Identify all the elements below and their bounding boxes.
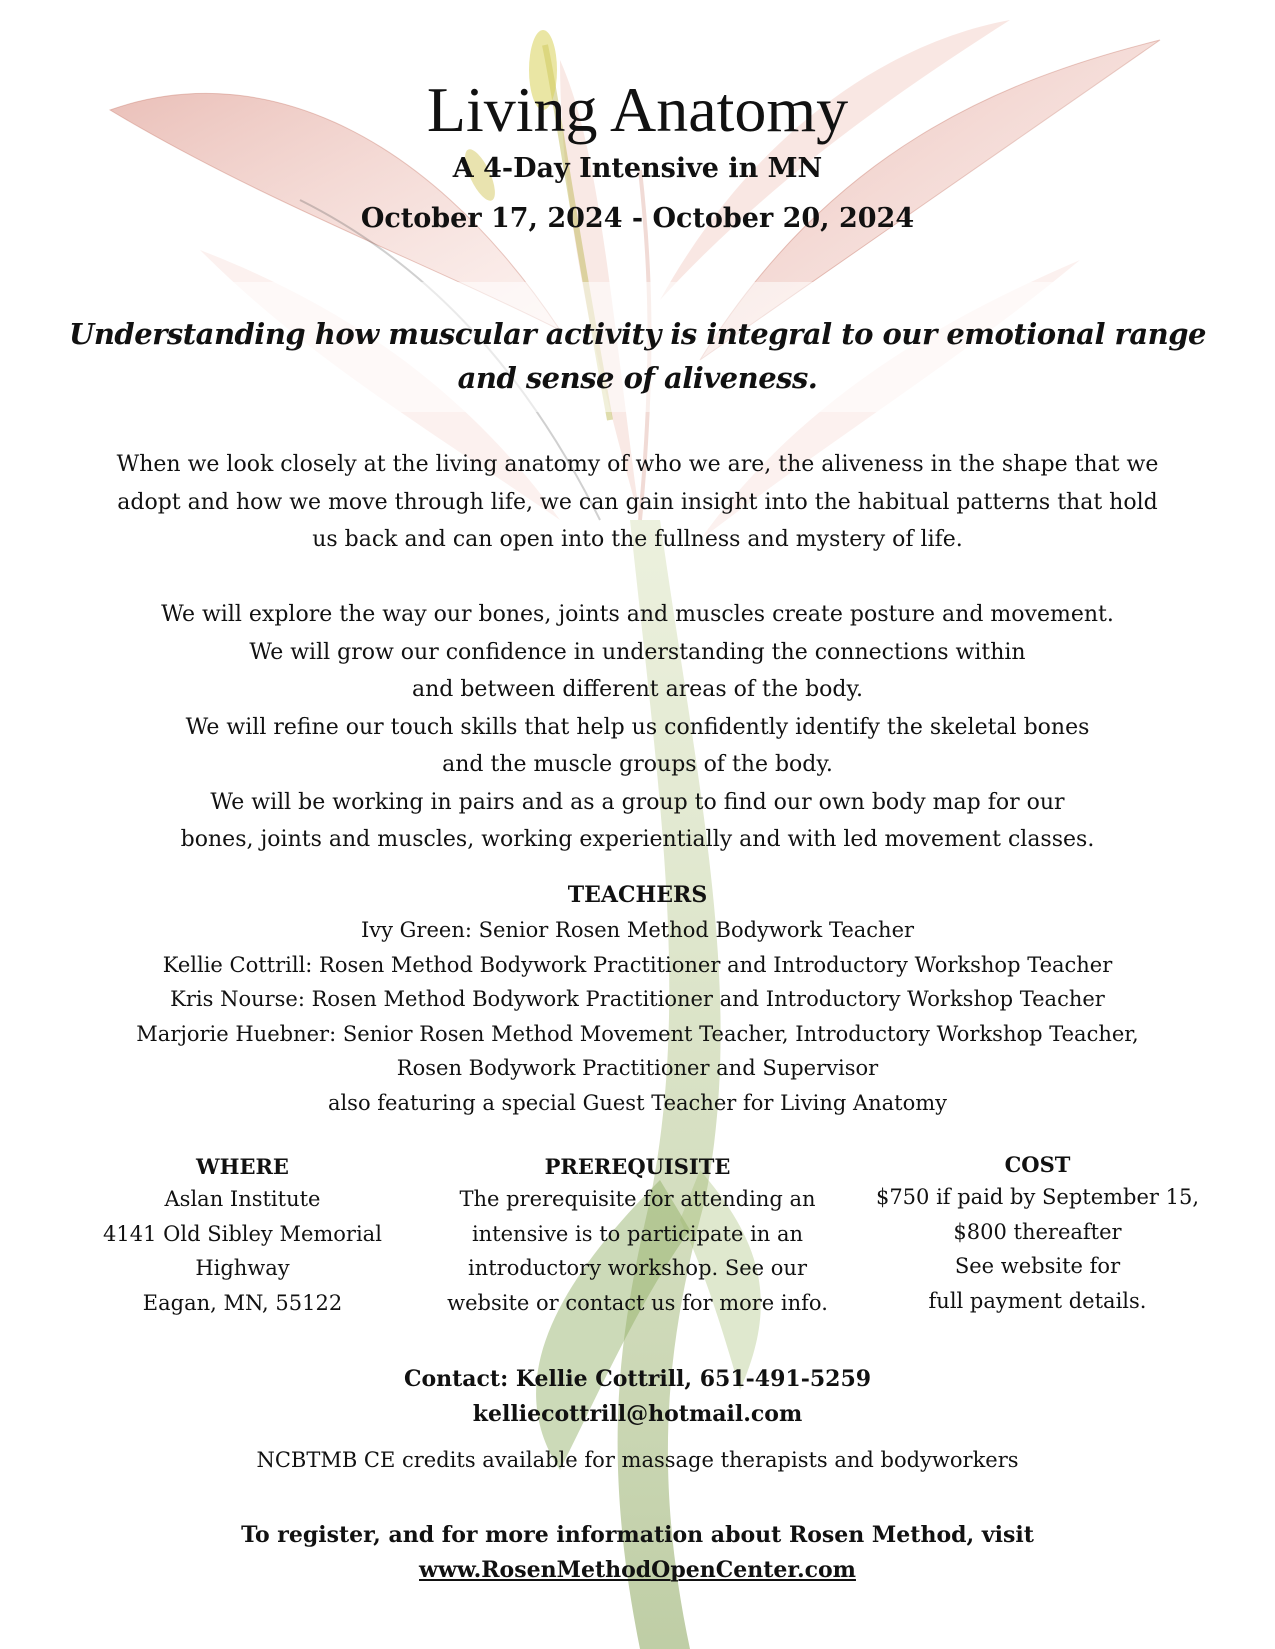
cost-line: $750 if paid by September 15, [875,1185,1200,1209]
event-subtitle: A 4-Day Intensive in MN [452,153,823,184]
intro-line: When we look closely at the living anatomy of who we are, the aliveness in the shape that we [116,452,1159,477]
teacher-line: Kellie Cottrill: Rosen Method Bodywork Practitioner and Introductory Workshop Teacher [162,952,1113,977]
prerequisite-column [430,1152,845,1320]
explore-line: bones, joints and muscles, working experientially and with led movement classes. [180,827,1095,852]
intro-line: us back and can open into the fullness and mystery of life. [312,527,963,552]
register-block [0,1518,1275,1587]
where-heading: WHERE [196,1154,289,1179]
prerequisite-heading: PREREQUISITE [544,1154,731,1179]
explore-paragraph [0,596,1275,859]
cost-heading: COST [1004,1152,1071,1177]
explore-line: We will be working in pairs and as a group to find our own body map for our [210,789,1065,815]
explore-line: We will explore the way our bones, joints and muscles create posture and movement. [161,602,1114,627]
tagline-line: and sense of aliveness. [457,361,818,395]
where-column [95,1152,390,1320]
tagline [0,312,1275,400]
contact-email[interactable]: kelliecottrill@hotmail.com [472,1400,803,1427]
intro-line: adopt and how we move through life, we can gain insight into the habitual patterns that hold [117,489,1158,515]
teacher-line: Marjorie Huebner: Senior Rosen Method Movement Teacher, Introductory Workshop Teacher, [136,1021,1139,1046]
teacher-line: Ivy Green: Senior Rosen Method Bodywork Teacher [360,918,915,942]
tagline-line: Understanding how muscular activity is integral to our emotional range [69,317,1206,351]
contact-block [0,1362,1275,1431]
teacher-line: also featuring a special Guest Teacher for Living Anatomy [327,1090,948,1115]
explore-line: and between different areas of the body. [411,677,863,702]
page-title: Living Anatomy [426,74,849,145]
contact-line: Contact: Kellie Cottrill, 651-491-5259 [403,1366,872,1392]
where-line: Highway [195,1256,290,1280]
cost-line: $800 thereafter [953,1219,1122,1244]
cost-line: See website for [954,1254,1121,1278]
where-line: Aslan Institute [164,1187,321,1211]
ce-credits-note: NCBTMB CE credits available for massage therapists and bodyworkers [256,1448,1019,1472]
where-line: Eagan, MN, 55122 [142,1290,343,1315]
intro-paragraph [0,446,1275,559]
website-link[interactable]: www.RosenMethodOpenCenter.com [419,1556,856,1583]
cost-column [870,1150,1205,1318]
explore-line: We will grow our confidence in understanding the connections within [249,639,1026,665]
cost-line: full payment details. [928,1288,1147,1313]
prerequisite-line: intensive is to participate in an [471,1221,804,1246]
explore-line: We will refine our touch skills that help us confidently identify the skeletal bones [185,714,1090,740]
teachers-heading: TEACHERS [567,882,708,908]
where-line: 4141 Old Sibley Memorial [103,1221,382,1246]
teachers-list [0,913,1275,1120]
teacher-line: Rosen Bodywork Practitioner and Supervisor [396,1056,879,1080]
prerequisite-line: introductory workshop. See our [468,1256,807,1280]
register-text: To register, and for more information about Rosen Method, visit [241,1522,1034,1548]
explore-line: and the muscle groups of the body. [442,752,833,777]
event-dates: October 17, 2024 - October 20, 2024 [360,203,915,234]
teacher-line: Kris Nourse: Rosen Method Bodywork Practitioner and Introductory Workshop Teacher [170,987,1105,1011]
prerequisite-line: website or contact us for more info. [447,1290,828,1315]
prerequisite-line: The prerequisite for attending an [459,1187,816,1211]
